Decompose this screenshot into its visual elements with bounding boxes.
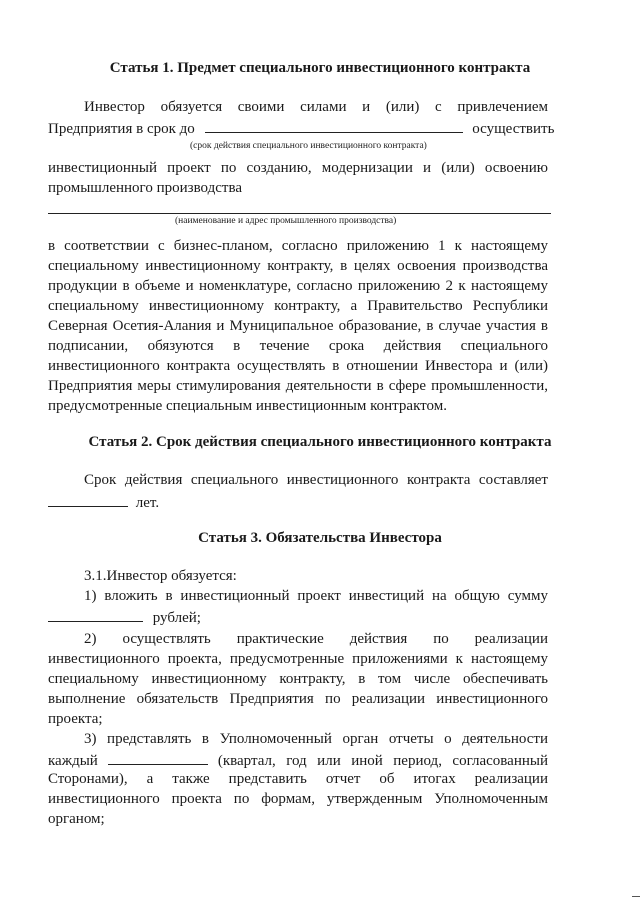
clause-3-1-2-line: специальному инвестиционному контракту, в том числе обеспечивать <box>48 671 548 687</box>
article-1-line-2-end: осуществить <box>472 121 555 137</box>
contract-term-caption: (срок действия специального инвестиционного контракта) <box>190 141 427 151</box>
article-1-body-line: в соответствии с бизнес-планом, согласно приложению 1 к настоящему <box>48 238 548 254</box>
article-1-body-line: специальному инвестиционному контракту, а Правительство Республики <box>48 298 548 314</box>
production-name-blank[interactable] <box>48 213 551 214</box>
clause-3-1-3-line-4: инвестиционного проекта по формам, утвержденным Уполномоченным <box>48 791 548 807</box>
clause-3-1-1-line-1: 1) вложить в инвестиционный проект инвестиций на общую сумму <box>84 588 548 604</box>
clause-3-1-2-line: инвестиционного проекта, предусмотренные приложениями к настоящему <box>48 651 548 667</box>
article-1-line-2-text: Предприятия в срок до <box>48 121 195 137</box>
production-name-caption: (наименование и адрес промышленного производства) <box>175 216 397 226</box>
clause-3-1-3-each-label: каждый <box>48 753 98 769</box>
article-1-body-line: инвестиционного контракта осуществлять в отношении Инвестора и (или) <box>48 358 548 374</box>
article-1-body-line: специальному инвестиционному контракту, в целях освоения производства <box>48 258 548 274</box>
page-edge-mark <box>632 896 640 897</box>
clause-3-1-2-last-line: проекта; <box>48 711 103 727</box>
article-1-body-last-line: предусмотренные специальным инвестиционным контрактом. <box>48 398 447 414</box>
report-period-blank[interactable] <box>108 751 208 765</box>
article-1-body-line: продукции в объеме и номенклатуре, согласно приложению 2 к настоящему <box>48 278 548 294</box>
clause-3-1-3-line-2 <box>48 751 548 770</box>
rubles-label: рублей; <box>152 610 201 626</box>
article-1-line-1: Инвестор обязуется своими силами и (или) с привлечением <box>84 99 548 115</box>
contract-term-blank[interactable] <box>205 119 463 133</box>
article-1-line-4: промышленного производства <box>48 180 243 196</box>
clause-3-1: 3.1.Инвестор обязуется: <box>84 568 237 584</box>
article-3-title: Статья 3. Обязательства Инвестора <box>198 530 442 546</box>
article-2-line-2 <box>48 493 548 512</box>
clause-3-1-1-line-2 <box>48 608 548 627</box>
article-2-line-1: Срок действия специального инвестиционного контракта составляет <box>84 472 548 488</box>
clause-3-1-3-last-line: органом; <box>48 811 105 827</box>
article-2-years-label: лет. <box>135 495 160 511</box>
article-1-line-2 <box>48 119 555 138</box>
clause-3-1-2-line: 2) осуществлять практические действия по реализации <box>84 631 548 647</box>
clause-3-1-3-period-text: (квартал, год или иной период, согласованный <box>217 753 548 769</box>
article-2-title: Статья 2. Срок действия специального инвестиционного контракта <box>88 434 552 450</box>
article-1-body-line: Предприятия меры стимулирования деятельности в сфере промышленности, <box>48 378 548 394</box>
contract-years-blank[interactable] <box>48 493 128 507</box>
article-1-body-line: Северная Осетия-Алания и Муниципальное образование, в случае участия в <box>48 318 548 334</box>
article-1-body-line: подписании, обязуются в течение срока действия специального <box>48 338 548 354</box>
investment-amount-blank[interactable] <box>48 608 143 622</box>
article-1-title: Статья 1. Предмет специального инвестиционного контракта <box>109 60 531 76</box>
clause-3-1-3-line-3: Сторонами), а также представить отчет об итогах реализации <box>48 771 548 787</box>
clause-3-1-3-line-1: 3) представлять в Уполномоченный орган отчеты о деятельности <box>84 731 548 747</box>
clause-3-1-2-line: выполнение обязательств Предприятия по реализации инвестиционного <box>48 691 548 707</box>
article-1-line-3: инвестиционный проект по созданию, модернизации и (или) освоению <box>48 160 548 176</box>
